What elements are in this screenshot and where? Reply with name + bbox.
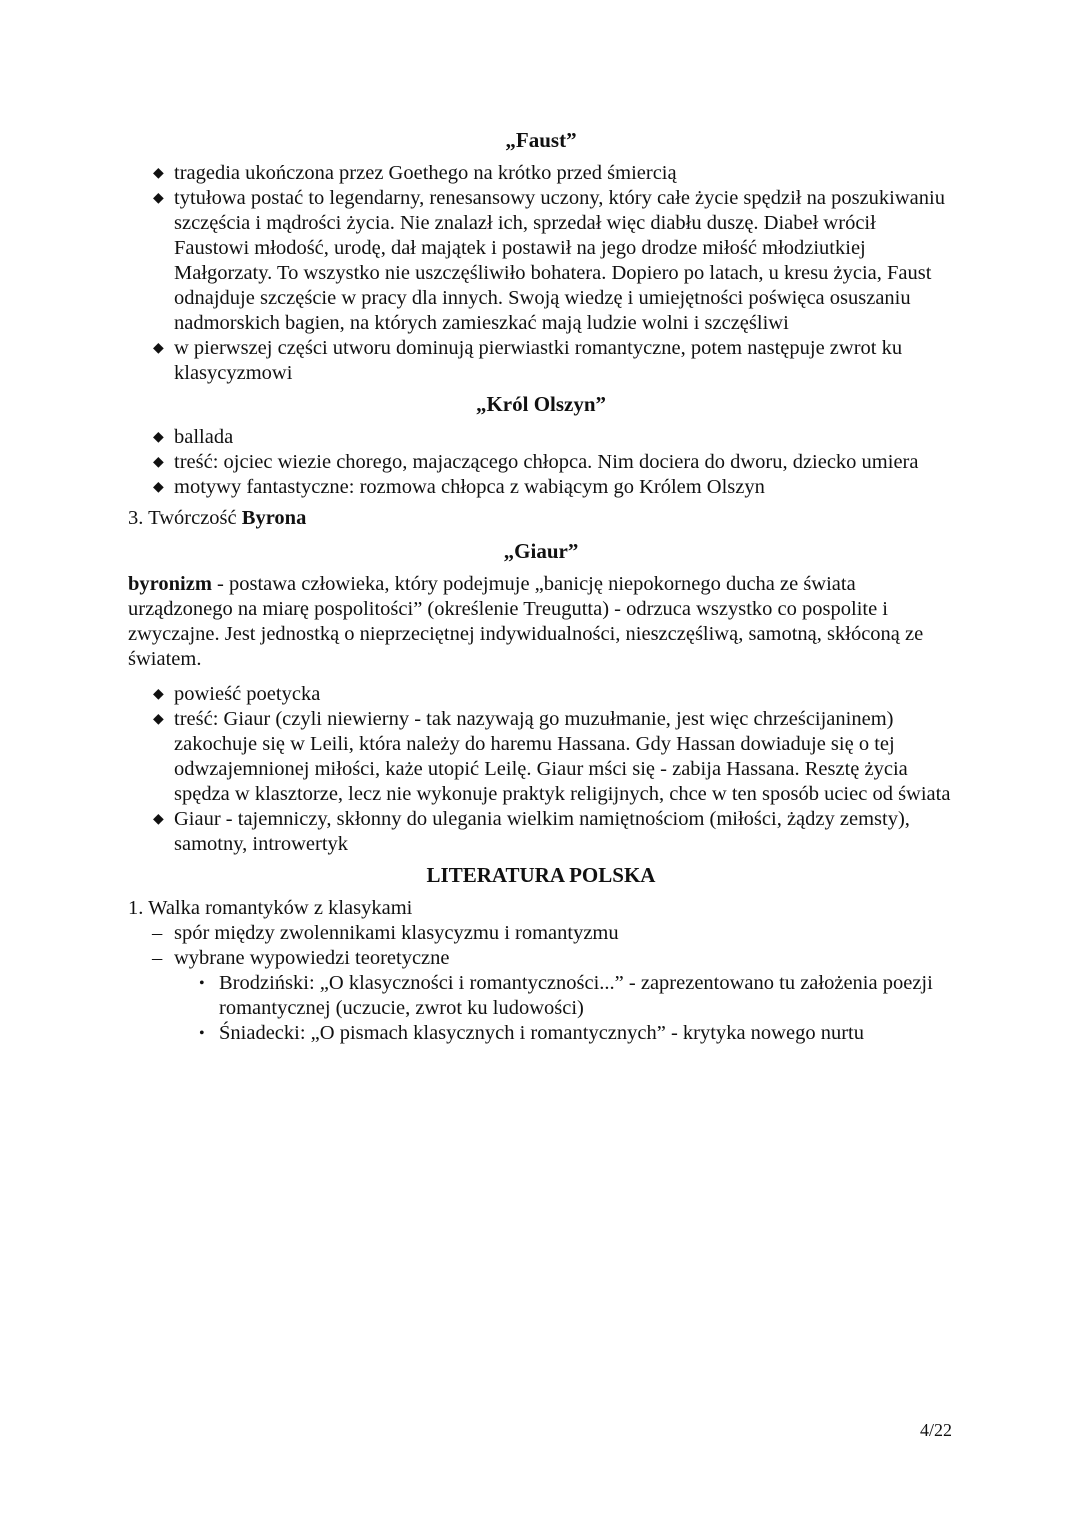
byronizm-definition: byronizm - postawa człowieka, który podejmuje „banicję niepokornego ducha ze świata urządzonego na miarę pospolitości” (określenie Treugutta) - odrzuca wszystko co pospolite i zwyczajne. Jest jednostką o nieprzeciętnej indywidualności, nieszczęśliwą, samotną, skłóconą ze światem. — [128, 573, 924, 670]
giaur-list — [128, 682, 954, 857]
page-content — [128, 128, 954, 1046]
diamond-bullet-icon: ◆ — [153, 455, 164, 470]
dash-bullet-icon: – — [152, 947, 163, 969]
walka-dash-list — [128, 921, 954, 1046]
diamond-bullet-icon: ◆ — [153, 166, 164, 181]
list-item: – spór między zwolennikami klasycyzmu i romantyzmu — [152, 922, 619, 944]
literatura-polska-title: LITERATURA POLSKA — [426, 863, 656, 887]
faust-list — [128, 161, 954, 386]
list-item: ◆ ballada — [153, 426, 234, 448]
diamond-bullet-icon: ◆ — [153, 712, 164, 727]
list-item: ◆ w pierwszej części utworu dominują pierwiastki romantyczne, potem następuje zwrot ku klasycyzmowi — [153, 337, 903, 384]
giaur-title: „Giaur” — [503, 539, 579, 563]
krol-olszyn-list — [128, 425, 954, 500]
diamond-bullet-icon: ◆ — [153, 812, 164, 827]
list-item: ◆ powieść poetycka — [153, 683, 321, 705]
diamond-bullet-icon: ◆ — [153, 687, 164, 702]
list-item: ◆ tytułowa postać to legendarny, renesansowy uczony, który całe życie spędził na poszukiwaniu szczęścia i mądrości życia. Nie znalazł ich, sprzedał więc diabłu duszę. Diabeł wrócił Faustowi młodość, urodę, dał majątek i postawił na jego drodze miłość młodziutkiej Małgorzaty. To wszystko nie uszczęśliwiło bohatera. Dopiero po latach, u kresu życia, Faust odnajduje szczęście w pracy dla innych. Swoją wiedzę i umiejętności poświęca osuszaniu nadmorskich bagien, na których zamieszkać mają ludzie wolni i szczęśliwi — [153, 187, 945, 334]
dot-bullet-icon: • — [199, 975, 205, 992]
theory-sublist — [174, 971, 954, 1046]
list-item: ◆ treść: Giaur (czyli niewierny - tak nazywają go muzułmanie, jest więc chrześcijaninem) zakochuje się w Leili, która należy do haremu Hassana. Gdy Hassan dowiaduje się o tej odwzajemnionej miłości, każe utopić Leilę. Giaur mści się - zabija Hassana. Resztę życia spędza w klasztorze, lecz nie wykonuje praktyk religijnych, chce w ten sposób uciec od świata — [153, 708, 951, 805]
list-item: ◆ tragedia ukończona przez Goethego na krótko przed śmiercią — [153, 162, 677, 184]
list-item: ◆ Giaur - tajemniczy, skłonny do ulegania wielkim namiętnościom (miłości, żądzy zemsty), samotny, introwertyk — [153, 808, 910, 855]
walka-heading: 1. Walka romantyków z klasykami — [128, 897, 413, 919]
list-item: • Brodziński: „O klasyczności i romantyczności...” - zaprezentowano tu założenia poezji romantycznej (uczucie, zwrot ku ludowości) — [199, 972, 933, 1019]
krol-olszyn-title: „Król Olszyn” — [475, 392, 607, 416]
page-number: 4/22 — [919, 1420, 952, 1440]
diamond-bullet-icon: ◆ — [153, 341, 164, 356]
list-item: – wybrane wypowiedzi teoretyczne • Brodziński: „O klasyczności i romantyczności...” - zaprezentowano tu założenia poezji romantycznej (uczucie, zwrot ku ludowości) • Śniadecki: „O pismach klasycznych i romantycznych” - krytyka nowego nurtu — [174, 946, 954, 1046]
diamond-bullet-icon: ◆ — [153, 191, 164, 206]
list-item: ◆ motywy fantastyczne: rozmowa chłopca z wabiącym go Królem Olszyn — [153, 476, 765, 498]
diamond-bullet-icon: ◆ — [153, 480, 164, 495]
list-item: ◆ treść: ojciec wiezie chorego, majaczącego chłopca. Nim dociera do dworu, dziecko umiera — [153, 451, 919, 473]
byron-heading: 3. Twórczość Byrona — [128, 507, 307, 529]
faust-title: „Faust” — [505, 128, 577, 152]
diamond-bullet-icon: ◆ — [153, 430, 164, 445]
list-item: • Śniadecki: „O pismach klasycznych i romantycznych” - krytyka nowego nurtu — [199, 1022, 864, 1044]
dot-bullet-icon: • — [199, 1025, 205, 1042]
dash-bullet-icon: – — [152, 922, 163, 944]
